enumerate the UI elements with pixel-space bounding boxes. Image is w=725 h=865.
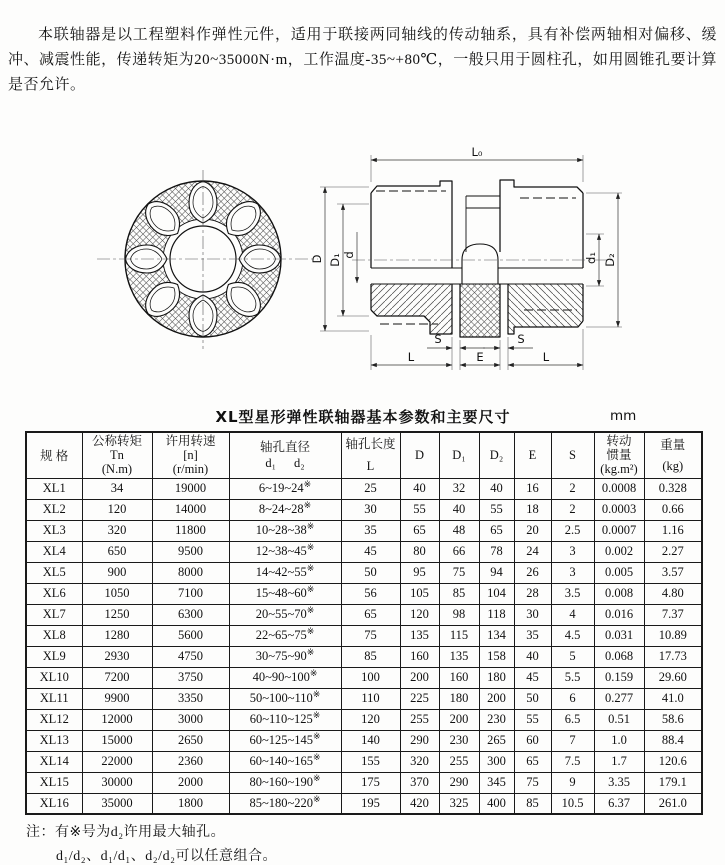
cell-D1: 75	[439, 562, 479, 583]
table-title: XL型星形弹性联轴器基本参数和主要尺寸	[215, 408, 511, 426]
cell-D2: 230	[479, 709, 514, 730]
cell-L: 25	[341, 478, 400, 499]
table-row	[26, 604, 702, 625]
cell-S: 3.5	[551, 583, 594, 604]
cell-D2: 400	[479, 793, 514, 814]
technical-drawing-svg	[0, 140, 725, 408]
dim-label-S-right: S	[517, 332, 525, 346]
cell-D: 55	[400, 499, 439, 520]
col-inertia: 转动 惯量 (kg.m²)	[594, 432, 644, 478]
cell-E: 65	[514, 751, 551, 772]
cell-D: 40	[400, 478, 439, 499]
cell-D: 200	[400, 667, 439, 688]
cell-L: 65	[341, 604, 400, 625]
cell-D1: 230	[439, 730, 479, 751]
table-row	[26, 772, 702, 793]
cell-D: 135	[400, 625, 439, 646]
cell-D1: 135	[439, 646, 479, 667]
cell-W: 10.89	[644, 625, 702, 646]
cell-D: 120	[400, 604, 439, 625]
cell-D1: 40	[439, 499, 479, 520]
cell-tn: 1050	[82, 583, 152, 604]
spider-boss-arc	[462, 244, 498, 284]
cell-d: 60~125~145※	[229, 730, 341, 751]
cell-d: 60~140~165※	[229, 751, 341, 772]
cell-tn: 7200	[82, 667, 152, 688]
cell-spec: XL7	[26, 604, 82, 625]
cell-J: 6.37	[594, 793, 644, 814]
cell-S: 6	[551, 688, 594, 709]
cell-D: 160	[400, 646, 439, 667]
cell-S: 3	[551, 541, 594, 562]
cell-tn: 900	[82, 562, 152, 583]
cell-spec: XL4	[26, 541, 82, 562]
cell-n: 6300	[152, 604, 229, 625]
cell-D1: 115	[439, 625, 479, 646]
cell-L: 140	[341, 730, 400, 751]
cell-S: 5.5	[551, 667, 594, 688]
cell-n: 2360	[152, 751, 229, 772]
dim-label-D: D	[310, 254, 324, 264]
col-D2: D₂	[479, 432, 514, 478]
col-speed: 许用转速 [n] (r/min)	[152, 432, 229, 478]
cell-W: 120.6	[644, 751, 702, 772]
cell-n: 3000	[152, 709, 229, 730]
cell-W: 179.1	[644, 772, 702, 793]
cell-E: 85	[514, 793, 551, 814]
col-spec: 规 格	[26, 432, 82, 478]
cell-L: 120	[341, 709, 400, 730]
table-row	[26, 751, 702, 772]
cell-D2: 94	[479, 562, 514, 583]
cell-E: 28	[514, 583, 551, 604]
cell-D1: 85	[439, 583, 479, 604]
col-torque: 公称转矩 Tn (N.m)	[82, 432, 152, 478]
table-row	[26, 646, 702, 667]
cell-spec: XL12	[26, 709, 82, 730]
cell-tn: 15000	[82, 730, 152, 751]
cell-n: 2650	[152, 730, 229, 751]
cell-d: 12~38~45※	[229, 541, 341, 562]
cell-E: 60	[514, 730, 551, 751]
cell-L: 35	[341, 520, 400, 541]
cell-D2: 55	[479, 499, 514, 520]
cell-J: 0.005	[594, 562, 644, 583]
cell-S: 4	[551, 604, 594, 625]
cell-W: 4.80	[644, 583, 702, 604]
cell-D2: 78	[479, 541, 514, 562]
cell-D: 290	[400, 730, 439, 751]
cell-spec: XL8	[26, 625, 82, 646]
cell-W: 0.66	[644, 499, 702, 520]
cell-E: 16	[514, 478, 551, 499]
table-row	[26, 709, 702, 730]
cell-E: 26	[514, 562, 551, 583]
cell-E: 75	[514, 772, 551, 793]
cell-L: 195	[341, 793, 400, 814]
dim-label-L-left: L	[407, 350, 415, 364]
coupling-drawing	[0, 140, 725, 408]
cell-W: 1.16	[644, 520, 702, 541]
parameters-table	[25, 431, 703, 815]
cell-S: 2.5	[551, 520, 594, 541]
cell-D1: 98	[439, 604, 479, 625]
cell-W: 29.60	[644, 667, 702, 688]
cell-D2: 180	[479, 667, 514, 688]
cell-spec: XL1	[26, 478, 82, 499]
cell-D: 80	[400, 541, 439, 562]
col-D: D	[400, 432, 439, 478]
cell-E: 50	[514, 688, 551, 709]
note-line-1: 注：有※号为d₂许用最大轴孔。	[26, 825, 226, 840]
cell-tn: 2930	[82, 646, 152, 667]
cell-D: 320	[400, 751, 439, 772]
cell-spec: XL14	[26, 751, 82, 772]
col-E: E	[514, 432, 551, 478]
cell-L: 155	[341, 751, 400, 772]
cell-D1: 180	[439, 688, 479, 709]
cell-D1: 200	[439, 709, 479, 730]
cell-D2: 265	[479, 730, 514, 751]
table-row	[26, 562, 702, 583]
cell-L: 75	[341, 625, 400, 646]
cell-J: 0.0007	[594, 520, 644, 541]
cell-D1: 48	[439, 520, 479, 541]
table-row	[26, 541, 702, 562]
cell-spec: XL6	[26, 583, 82, 604]
cell-n: 5600	[152, 625, 229, 646]
cell-S: 2	[551, 478, 594, 499]
cell-n: 4750	[152, 646, 229, 667]
cell-W: 0.328	[644, 478, 702, 499]
dim-label-L0: L₀	[471, 145, 483, 159]
cell-J: 3.35	[594, 772, 644, 793]
note-line-2: d₁/d₂、d₁/d₁、d₂/d₂可以任意组合。	[56, 849, 277, 864]
cell-tn: 1250	[82, 604, 152, 625]
cell-L: 56	[341, 583, 400, 604]
table-row	[26, 478, 702, 499]
dim-label-D2: D₂	[603, 253, 617, 267]
cell-n: 7100	[152, 583, 229, 604]
cell-W: 58.6	[644, 709, 702, 730]
cell-spec: XL15	[26, 772, 82, 793]
cell-D2: 40	[479, 478, 514, 499]
cell-spec: XL10	[26, 667, 82, 688]
cell-L: 50	[341, 562, 400, 583]
cell-J: 1.0	[594, 730, 644, 751]
cell-J: 0.008	[594, 583, 644, 604]
table-header-row	[26, 432, 702, 478]
cell-L: 45	[341, 541, 400, 562]
cell-L: 175	[341, 772, 400, 793]
cell-d: 60~110~125※	[229, 709, 341, 730]
dim-label-d1: d₁	[584, 252, 598, 264]
cell-d: 6~19~24※	[229, 478, 341, 499]
cell-D1: 32	[439, 478, 479, 499]
cell-E: 24	[514, 541, 551, 562]
col-weight: 重量 (kg)	[644, 432, 702, 478]
cell-E: 35	[514, 625, 551, 646]
cell-d: 8~24~28※	[229, 499, 341, 520]
cell-J: 1.7	[594, 751, 644, 772]
cell-J: 0.0003	[594, 499, 644, 520]
cell-J: 0.016	[594, 604, 644, 625]
col-S: S	[551, 432, 594, 478]
table-row	[26, 625, 702, 646]
cell-L: 100	[341, 667, 400, 688]
cell-n: 11800	[152, 520, 229, 541]
cell-E: 55	[514, 709, 551, 730]
cell-S: 4.5	[551, 625, 594, 646]
left-hub-section	[371, 284, 452, 334]
cell-tn: 120	[82, 499, 152, 520]
cell-L: 85	[341, 646, 400, 667]
dim-label-S-left: S	[434, 332, 442, 346]
cell-d: 15~48~60※	[229, 583, 341, 604]
cell-S: 7	[551, 730, 594, 751]
cell-D2: 65	[479, 520, 514, 541]
cell-tn: 650	[82, 541, 152, 562]
unit-label: mm	[610, 408, 637, 424]
cell-J: 0.0008	[594, 478, 644, 499]
cell-L: 30	[341, 499, 400, 520]
table-row	[26, 520, 702, 541]
cell-S: 7.5	[551, 751, 594, 772]
cell-tn: 30000	[82, 772, 152, 793]
cell-tn: 22000	[82, 751, 152, 772]
cell-J: 0.068	[594, 646, 644, 667]
cell-tn: 320	[82, 520, 152, 541]
cell-d: 85~180~220※	[229, 793, 341, 814]
cell-D1: 255	[439, 751, 479, 772]
spider-section	[460, 284, 500, 337]
cell-D1: 160	[439, 667, 479, 688]
dim-label-L-right: L	[542, 350, 550, 364]
cell-n: 1800	[152, 793, 229, 814]
cell-D: 420	[400, 793, 439, 814]
cell-S: 6.5	[551, 709, 594, 730]
table-title-row	[25, 406, 701, 428]
cell-D1: 325	[439, 793, 479, 814]
cell-spec: XL5	[26, 562, 82, 583]
cell-L: 110	[341, 688, 400, 709]
cell-S: 2	[551, 499, 594, 520]
cell-spec: XL3	[26, 520, 82, 541]
cell-W: 261.0	[644, 793, 702, 814]
cell-n: 9500	[152, 541, 229, 562]
cell-D2: 200	[479, 688, 514, 709]
cell-S: 3	[551, 562, 594, 583]
cell-spec: XL13	[26, 730, 82, 751]
cell-D2: 300	[479, 751, 514, 772]
table-row	[26, 793, 702, 814]
table-row	[26, 688, 702, 709]
col-bore-diameter: 轴孔直径 d₁ d₂	[229, 432, 341, 478]
cell-D: 370	[400, 772, 439, 793]
cell-D2: 134	[479, 625, 514, 646]
cell-S: 9	[551, 772, 594, 793]
front-view	[97, 170, 318, 349]
cell-W: 7.37	[644, 604, 702, 625]
cell-n: 3750	[152, 667, 229, 688]
cell-D2: 104	[479, 583, 514, 604]
cell-W: 2.27	[644, 541, 702, 562]
col-bore-length: 轴孔长度 L	[341, 432, 400, 478]
table-row	[26, 730, 702, 751]
cell-spec: XL9	[26, 646, 82, 667]
cell-tn: 9900	[82, 688, 152, 709]
dim-label-D1: D₁	[328, 253, 342, 267]
cell-W: 41.0	[644, 688, 702, 709]
cell-d: 80~160~190※	[229, 772, 341, 793]
cell-J: 0.277	[594, 688, 644, 709]
cell-D: 225	[400, 688, 439, 709]
cell-spec: XL2	[26, 499, 82, 520]
table-row	[26, 499, 702, 520]
cell-E: 30	[514, 604, 551, 625]
cell-n: 8000	[152, 562, 229, 583]
cell-d: 50~100~110※	[229, 688, 341, 709]
cell-spec: XL16	[26, 793, 82, 814]
table-row	[26, 583, 702, 604]
cell-n: 14000	[152, 499, 229, 520]
cell-D: 95	[400, 562, 439, 583]
table-row	[26, 667, 702, 688]
cell-W: 3.57	[644, 562, 702, 583]
cell-D: 65	[400, 520, 439, 541]
intro-paragraph: 本联轴器是以工程塑料作弹性元件，适用于联接两同轴线的传动轴系，具有补偿两轴相对偏移、缓冲、减震性能，传递转矩为20~35000N·m，工作温度-35~+80℃，一般只用于圆柱孔，如用圆锥孔要计算是否允许。	[8, 27, 717, 93]
cell-d: 14~42~55※	[229, 562, 341, 583]
cell-W: 17.73	[644, 646, 702, 667]
cell-tn: 34	[82, 478, 152, 499]
cell-D: 105	[400, 583, 439, 604]
cell-spec: XL11	[26, 688, 82, 709]
cell-E: 20	[514, 520, 551, 541]
cell-J: 0.51	[594, 709, 644, 730]
cell-D2: 118	[479, 604, 514, 625]
cell-D2: 345	[479, 772, 514, 793]
table-body	[26, 478, 702, 814]
dim-label-d: d	[342, 251, 356, 259]
cell-d: 30~75~90※	[229, 646, 341, 667]
cell-E: 40	[514, 646, 551, 667]
col-D1: D₁	[439, 432, 479, 478]
cell-J: 0.159	[594, 667, 644, 688]
cell-D: 255	[400, 709, 439, 730]
cell-S: 5	[551, 646, 594, 667]
cell-E: 45	[514, 667, 551, 688]
cell-W: 88.4	[644, 730, 702, 751]
cell-D2: 158	[479, 646, 514, 667]
cell-n: 3350	[152, 688, 229, 709]
cell-d: 22~65~75※	[229, 625, 341, 646]
cell-D1: 290	[439, 772, 479, 793]
cell-J: 0.031	[594, 625, 644, 646]
cell-tn: 1280	[82, 625, 152, 646]
cell-d: 40~90~100※	[229, 667, 341, 688]
cell-d: 20~55~70※	[229, 604, 341, 625]
cell-n: 19000	[152, 478, 229, 499]
cell-tn: 12000	[82, 709, 152, 730]
side-section-view	[310, 145, 622, 370]
cell-n: 2000	[152, 772, 229, 793]
cell-J: 0.002	[594, 541, 644, 562]
dim-label-E: E	[476, 350, 484, 364]
cell-E: 18	[514, 499, 551, 520]
cell-D1: 66	[439, 541, 479, 562]
cell-d: 10~28~38※	[229, 520, 341, 541]
cell-S: 10.5	[551, 793, 594, 814]
cell-tn: 35000	[82, 793, 152, 814]
